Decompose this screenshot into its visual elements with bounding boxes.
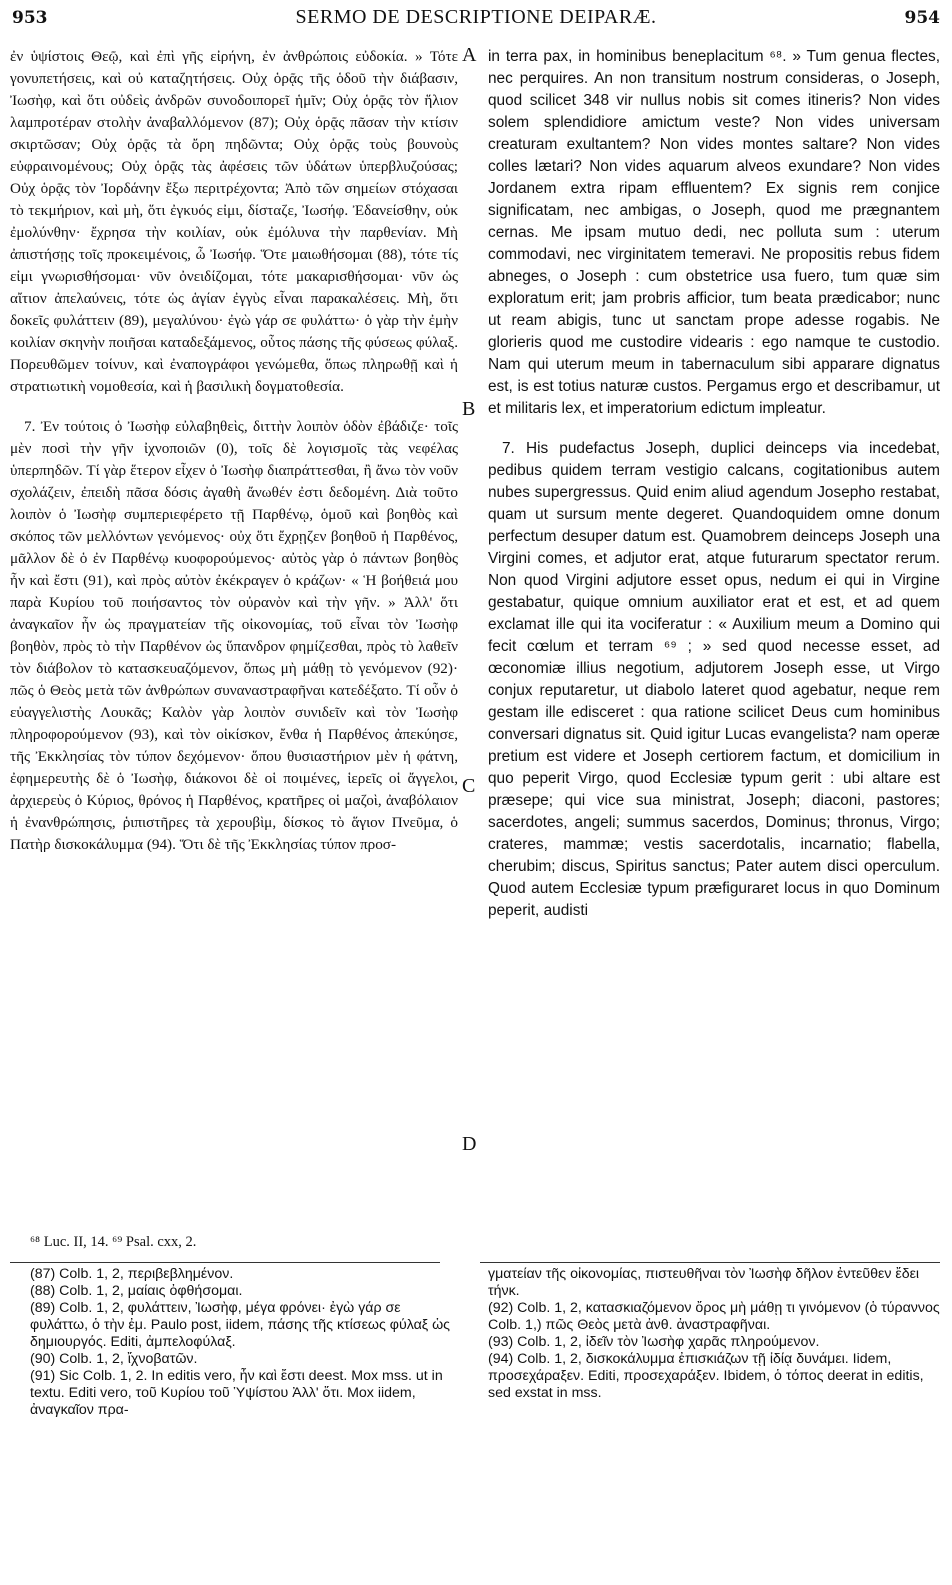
running-title: SERMO DE DESCRIPTIONE DEIPARÆ. — [295, 6, 657, 28]
margin-letter-d: D — [462, 1133, 477, 1155]
footnotes-right — [488, 1266, 940, 1402]
footnote: (89) Colb. 1, 2, φυλάττειν, Ἰωσὴφ, μέγα φρόνει· ἐγὼ γάρ σε φυλάττω, ὁ τὴν ἐμ. Paulo post, iidem, πάσης τῆς κτίσεως φύλαξ ὡς δημιουργός. Editi, ἀμπελοφύλαξ. — [30, 1300, 450, 1350]
footnote: (92) Colb. 1, 2, κατασκιαζόμενον ὄρος μὴ μάθῃ τι γινόμενον (ὁ τύραννος Colb. 1,) πῶς Θεὸς μετὰ ἀνθ. ἀναστραφῆναι. — [488, 1300, 940, 1333]
greek-column — [10, 46, 458, 856]
footnote-divider — [480, 1262, 940, 1263]
greek-paragraph: ἐν ὑψίστοις Θεῷ, καὶ ἐπὶ γῆς εἰρήνη, ἐν ἀνθρώποις εὐδοκία. » Τότε γονυπετήσεις, καὶ οὐ καταζητήσεις. Οὐχ ὁρᾷς τῆς ὁδοῦ τὴν διάβασιν, Ἰωσὴφ, καὶ ὅτι οὐδεὶς ἀνδρῶν συνοδοιπορεῖ ἡμῖν; Οὐχ ὁρᾷς τὸν ἥλιον λαμπροτέραν στολὴν ἀναβαλλόμενον (87); Οὐχ ὁρᾷς πᾶσαν τὴν κτίσιν σκιρτῶσαν; Οὐχ ὁρᾷς τὰ ὄρη πηδῶντα; Οὐχ ὁρᾷς τοὺς βουνοὺς εὐφραινομένους; Οὐχ ὁρᾷς τὰς ἀφέσεις τῶν ὑδάτων ὑπερβλυζούσας; Οὐχ ὁρᾷς τὸν Ἰορδάνην ἔξω περιτρέχοντα; Ἀπὸ τῶν σημείων στόχασαι τὸ τεκμήριον, καὶ μὴ, ὅτι ἐγκυός εἰμι, δίσταζε, Ἰωσήφ. Ἐδανείσθην, οὐκ ἐμολύνθην· ἔχρησα τὴν κοιλίαν, οὐκ ἐμόλυνα τὴν παρθενίαν. Μὴ ἀπιστήσῃς τοῖς προκειμένοις, ὦ Ἰωσήφ. Ὅτε μαιωθήσομαι (88), τότε τίς εἰμι γνωρισθήσομαι· νῦν ὀνειδίζομαι, τότε μακαρισθήσομαι· νῦν ὡς αἴτιον ἀπελαύνεις, τότε ὡς ἁγίαν ἐγγὺς εἶναι παρακαλέσεις. Μὴ, ὅτι δοκεῖς φυλάττειν (89), μεγαλύνου· ἐγὼ γάρ σε φυλάττω· ὁ γὰρ τὴν ἐμὴν κοιλίαν σκηνὴν ποιῆσαι καταδεξάμενος, οὗτος πάσης τῆς φύσεως φύλαξ. Πορευθῶμεν τοίνυν, καὶ ἐναπογράφοι γενώμεθα, ὅπως πληρωθῇ καὶ ἡ στρατιωτικὴ νομοθεσία, καὶ ἡ βασιλικὴ δογματοθεσία. — [10, 48, 458, 395]
latin-paragraph: in terra pax, in hominibus beneplacitum ⁶⁸. » Tum genua flectes, nec perquires. An non transitum nostrum consideras, o Joseph, quod scilicet 348 vir nullus nobis sit comes itineris? Non vides solem splendidiore amictum veste? Non vides universam creaturam exultantem? Non vides montes saltare? Non vides colles lætari? Non vides aquarum alveos exundare? Non vides Jordanem extra ripam effluentem? Ex signis rem conjice significatam, nec ambigas, o Joseph, quod me prægnantem cernas. Me ipsam mutuo dedi, nec polluta sum : uterum commodavi, nec virginitatem temeravi. Ne propositis rebus fidem abneges, o Joseph : cum obstetrice usa fuero, tum quæ sim exploratum erit; jam probris afficior, tum beata prædicabor; nunc ut ream abigis, tunc ut sanctam prope adesse rogabis. Ne glorieris quod me custodire videaris : ego namque te custodio. Nam qui uterum meum in tabernaculum sibi apparare dignatus est, is est totius naturæ custos. Pergamus ergo et describamur, ut et militaris lex, et imperatorium edictum impleatur. — [488, 48, 940, 417]
footnote: γματείαν τῆς οἰκονομίας, πιστευθῆναι τὸν Ἰωσὴφ δῆλον ἐντεῦθεν ἔδει τήνκ. — [488, 1266, 920, 1299]
greek-paragraph: 7. Ἐν τούτοις ὁ Ἰωσὴφ εὐλαβηθεὶς, διττὴν λοιπὸν ὁδὸν ἐβάδιζε· τοῖς μὲν ποσὶ τὴν γῆν ἰχνοποιῶν (0), τοῖς δὲ λογισμοῖς τὰς νεφέλας ὑπερπηδῶν. Τί γὰρ ἕτερον εἶχεν ὁ Ἰωσὴφ διαπράττεσθαι, ἢ ἄνω τὸν νοῦν σχολάζειν, ἐπειδὴ πᾶσα δόσις ἀγαθὴ ἄνωθέν ἐστι δεδομένη. Διὰ τοῦτο λοιπὸν ὁ Ἰωσὴφ συμπεριεφέρετο τῇ Παρθένῳ, ὁμοῦ καὶ βοηθὸς καὶ σκόπος τῶν μελλόντων γενόμενος· οὐχ ὅτι ἔχρῃζεν βοηθοῦ ἡ Παρθένος, μᾶλλον δὲ ὁ ἐν Παρθένῳ κυοφορούμενος· αὐτὸς γὰρ ὁ πάντων βοηθὸς ἦν καὶ ἔστι (91), καὶ πρὸς αὐτὸν ἐκέκραγεν ὁ κράζων· « Ἡ βοήθειά μου παρὰ Κυρίου τοῦ ποιήσαντος τὸν οὐρανὸν καὶ τὴν γῆν. » Ἀλλ' ὅτι ἀναγκαῖον ἦν ὡς πραγματείαν τῆς οἰκονομίας, τοῦ εἶναι τὸν Ἰωσὴφ βοηθὸν, πρὸς τὸ τὴν Παρθένον ὡς ὕπανδρον φημίζεσθαι, πρὸς τὸ λαθεῖν τὸν διάβολον τὸ κατασκευαζόμενον, ὅπως μὴ μάθῃ τὸ γενόμενον (92)· πῶς ὁ Θεὸς μετὰ τῶν ἀνθρώπων συναναστραφῆναι κατεδέξατο. Τί οὖν ὁ εὐαγγελιστὴς Λουκᾶς; Καλὸν γὰρ λοιπὸν συνιδεῖν καὶ τὸν Ἰωσὴφ πληροφορούμενον (93), καὶ τὸν οἰκίσκον, ἔνθα ἡ Παρθένος ἀπεκύησε, τῆς Ἐκκλησίας τὸν τύπον δεχόμενον· ὅπου θυσιαστήριον μὲν ἡ φάτνη, ἐφημερευτὴς δὲ ὁ Ἰωσὴφ, διάκονοι δὲ οἱ ποιμένες, ἱερεῖς οἱ ἄγγελοι, ἀρχιερεὺς ὁ Κύριος, θρόνος ἡ Παρθένος, κρατῆρες οἱ μαζοὶ, ἀναβόλαιον ἡ ἐνανθρώπησις, ῥιπιστῆρες τὰ χερουβὶμ, δίσκος τὸ ἅγιον Πνεῦμα, ὁ Πατὴρ δισκοκάλυμμα (94). Ὅτι δὲ τῆς Ἐκκλησίας τύπον προσ- — [10, 418, 458, 853]
page-number-left: 953 — [12, 8, 48, 28]
page-header — [10, 4, 942, 34]
footnote: (94) Colb. 1, 2, δισκοκάλυμμα ἐπισκιάζων τῇ ἰδίᾳ δυνάμει. Iidem, προσεχάραξεν. Editi, προσεχαράξεν. Ibidem, ὁ τόπος deerat in editis, sed exstat in mss. — [488, 1351, 924, 1401]
scripture-references: ⁶⁸ Luc. II, 14. ⁶⁹ Psal. cxx, 2. — [30, 1234, 197, 1250]
footnote: (91) Sic Colb. 1, 2. In editis vero, ἦν καὶ ἔστι deest. Mox mss. ut in textu. Editi vero, τοῦ Κυρίου τοῦ Ὑψίστου Ἀλλ' ὅτι. Mox iidem, ἀναγκαῖον πρα- — [30, 1368, 443, 1418]
margin-letter-a: A — [462, 44, 477, 66]
margin-letter-b: B — [462, 398, 476, 420]
footnote: (90) Colb. 1, 2, ἴχνοβατῶν. — [30, 1351, 198, 1367]
footnote: (87) Colb. 1, 2, περιβεβλημένον. — [30, 1266, 234, 1282]
footnotes-left — [30, 1266, 450, 1419]
footnote: (93) Colb. 1, 2, ἰδεῖν τὸν Ἰωσὴφ χαρᾶς πληρούμενον. — [488, 1334, 820, 1350]
margin-letter-c: C — [462, 775, 476, 797]
latin-paragraph: 7. His pudefactus Joseph, duplici deinceps via incedebat, pedibus quidem terram vestigio calcans, cogitationibus autem nubes supergressus. Quid enim aliud agendum Josepho restabat, quam ut sursum mente degeret. Quandoquidem omne donum perfectum desuper datum est. Quamobrem deinceps Joseph una Virgini comes, et adjutor erat, atque futurarum spectator rerum. Non quod Virgini adjutore esset opus, nedum ei qui in Virgine gestabatur, quique omnium auxiliator erat et est, et ad quem exclamat ille qui ita vociferatur : « Auxilium meum a Domino qui fecit cœlum et terram ⁶⁹ ; » sed quod necesse esset, ad œconomiæ illius negotium, adjutorem Joseph esse, ut Virgo conjux reputaretur, ut diabolo lateret quod agebatur, neque rem gestam ille edisceret : qua ratione scilicet Deus cum hominibus conversari dignatus sit. Quid igitur Lucas evangelista? nam operæ pretium est videre et Joseph certiorem factum, et domicilium in quo peperit Virgo, quod Ecclesiæ typum gerit : ubi altare est præsepe; qui vice sua ministrat, Joseph; diaconi, pastores; sacerdotes, angeli; summus sacerdos, Dominus; thronus, Virgo; crateres, mammæ; vestis sacerdotalis, incarnatio; flabella, cherubim; discus, Spiritus sanctus; Pater autem disci operculum. Quod autem Ecclesiæ typum præfiguraret locus in quo Dominum peperit, audisti — [488, 440, 940, 919]
latin-column — [488, 46, 940, 922]
page-number-right: 954 — [904, 8, 940, 28]
footnote-divider — [10, 1262, 440, 1263]
footnote: (88) Colb. 1, 2, μαίαις ὀφθήσομαι. — [30, 1283, 243, 1299]
